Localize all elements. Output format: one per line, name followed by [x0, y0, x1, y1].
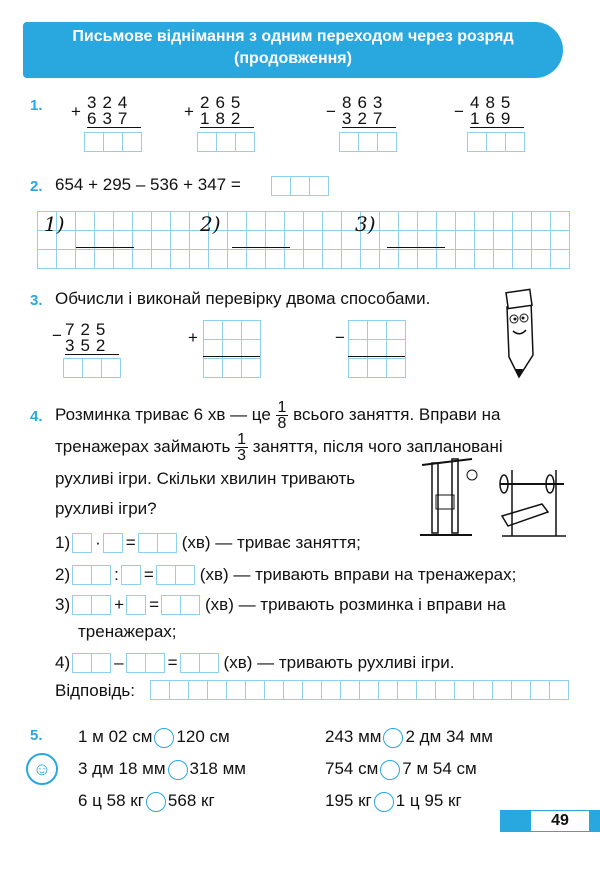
task-1-sign: − — [326, 102, 342, 121]
task-4-line-1 — [55, 400, 500, 431]
pencil-mascot-icon — [495, 285, 545, 380]
comparison-right: 1 ц 95 кг — [395, 791, 462, 810]
task-1-top-number: 485 — [470, 93, 517, 112]
title-line-2: (продовження) — [234, 50, 352, 67]
task-3-check1-line — [203, 356, 260, 357]
task-1-top-number: 324 — [87, 93, 134, 112]
task-4-answer-grid[interactable] — [150, 680, 569, 700]
answer-box[interactable] — [122, 565, 141, 585]
task-1-bottom-number: 182 — [200, 111, 254, 128]
task-3-bottom: 352 — [65, 338, 119, 355]
equals-sign: = — [125, 533, 136, 552]
task-3-check2-line — [348, 356, 405, 357]
comparison-left: 1 м 02 см — [78, 727, 153, 746]
step-number: 3) — [55, 595, 71, 614]
comparison-left: 195 кг — [325, 791, 372, 810]
comparison-right: 318 мм — [189, 759, 246, 778]
answer-box[interactable] — [73, 533, 92, 553]
answer-box[interactable] — [157, 565, 195, 585]
task-3-top: 725 — [65, 320, 112, 339]
task-3-check1-grid[interactable] — [203, 320, 261, 378]
task-1-top-number: 265 — [200, 93, 247, 112]
answer-box[interactable] — [104, 533, 123, 553]
step-number: 2) — [55, 565, 71, 584]
task-1-result-grid[interactable] — [467, 132, 525, 152]
exercise-machine-icon — [412, 455, 487, 543]
task-2-line-2 — [232, 247, 290, 248]
task-1-sign: + — [71, 102, 87, 121]
task-2-step-2: 2) — [200, 212, 221, 236]
operator: + — [114, 595, 125, 614]
comparison-sign-circle[interactable] — [146, 792, 166, 812]
comparison-left: 243 мм — [325, 727, 382, 746]
comparison-right: 2 дм 34 мм — [405, 727, 493, 746]
comparison-row — [78, 754, 246, 784]
task-4-line-1b: всього заняття. Вправи на — [293, 405, 501, 424]
title-line-1: Письмове віднімання з одним переходом через розряд — [72, 28, 514, 45]
task-4-step-3-cont: тренажерах; — [78, 622, 177, 641]
task-2-line-1 — [76, 247, 134, 248]
task-3-check2-grid[interactable] — [348, 320, 406, 378]
task-1-top-number: 863 — [342, 93, 389, 112]
page-title — [23, 26, 563, 70]
comparison-sign-circle[interactable] — [383, 728, 403, 748]
operator: : — [114, 565, 119, 584]
task-1-number: 1. — [30, 97, 43, 114]
task-4-line-2a: тренажерах займають — [55, 437, 231, 456]
fraction-one-eighth: $\frac{1}{8}$ — [277, 399, 287, 433]
task-3-result-grid[interactable] — [63, 358, 121, 378]
task-3-check2-sign: − — [335, 328, 351, 347]
task-2-expression: 654 + 295 – 536 + 347 = — [55, 175, 241, 194]
task-1-bottom-number: 169 — [470, 111, 524, 128]
task-4-line-3: рухливі ігри. Скільки хвилин тривають — [55, 469, 356, 488]
task-3-sign: − — [52, 326, 68, 345]
task-4-step-1 — [55, 528, 361, 558]
fraction-one-third: $\frac{1}{3}$ — [237, 431, 247, 465]
task-4-line-2b: заняття, після чого заплановані — [252, 437, 503, 456]
task-4-number: 4. — [30, 408, 43, 425]
comparison-sign-circle[interactable] — [380, 760, 400, 780]
comparison-row — [78, 786, 215, 816]
comparison-left: 754 см — [325, 759, 379, 778]
answer-box[interactable] — [73, 565, 111, 585]
step-number: 4) — [55, 653, 71, 672]
comparison-left: 3 дм 18 мм — [78, 759, 166, 778]
task-1-result-grid[interactable] — [339, 132, 397, 152]
task-2-grid[interactable] — [37, 211, 570, 269]
equals-sign: = — [167, 653, 178, 672]
comparison-row — [325, 754, 477, 784]
task-3-text: Обчисли і виконай перевірку двома способами. — [55, 289, 431, 308]
task-4-step-2 — [55, 560, 516, 590]
comparison-row — [78, 722, 230, 752]
task-1-sign: − — [454, 102, 470, 121]
answer-box[interactable] — [127, 653, 165, 673]
task-1-result-grid[interactable] — [197, 132, 255, 152]
answer-box[interactable] — [181, 653, 219, 673]
step-number: 1) — [55, 533, 71, 552]
task-1-bottom-number: 637 — [87, 111, 141, 128]
task-4-answer-label: Відповідь: — [55, 681, 136, 700]
task-3-check1-sign: + — [188, 328, 204, 347]
answer-box[interactable] — [127, 595, 146, 615]
answer-box[interactable] — [162, 595, 200, 615]
task-1-sign: + — [184, 102, 200, 121]
step-description: (хв) — триває заняття; — [181, 533, 361, 552]
task-4-step-3 — [55, 590, 506, 620]
step-description: (хв) — тривають вправи на тренажерах; — [199, 565, 517, 584]
step-description: (хв) — тривають розминка і вправи на — [205, 595, 506, 614]
answer-box[interactable] — [73, 595, 111, 615]
answer-box[interactable] — [139, 533, 177, 553]
comparison-right: 120 см — [176, 727, 230, 746]
task-2-number: 2. — [30, 178, 43, 195]
task-3-number: 3. — [30, 292, 43, 309]
task-2-step-1: 1) — [44, 212, 65, 236]
task-2-answer-cells[interactable] — [272, 176, 329, 196]
bench-press-icon — [492, 460, 572, 540]
page-number: 49 — [530, 810, 590, 832]
task-4-line-1a: Розминка триває 6 хв — це — [55, 405, 271, 424]
comparison-sign-circle[interactable] — [168, 760, 188, 780]
equals-sign: = — [149, 595, 159, 614]
equals-sign: = — [143, 565, 154, 584]
operator: · — [95, 533, 101, 552]
task-1-result-grid[interactable] — [84, 132, 142, 152]
comparison-right: 568 кг — [167, 791, 215, 810]
task-4-step-4 — [55, 648, 454, 678]
comparison-right: 7 м 54 см — [402, 759, 477, 778]
step-description: (хв) — тривають рухливі ігри. — [223, 653, 455, 672]
comparison-row — [325, 722, 493, 752]
comparison-sign-circle[interactable] — [154, 728, 174, 748]
task-1-bottom-number: 327 — [342, 111, 396, 128]
task-4-line-4: рухливі ігри? — [55, 499, 157, 518]
task-5-number: 5. — [30, 727, 43, 744]
comparison-left: 6 ц 58 кг — [78, 791, 144, 810]
task-2-step-3: 3) — [355, 212, 376, 236]
comparison-row — [325, 786, 462, 816]
smiley-hint-icon: ☺ — [26, 753, 58, 785]
operator: – — [114, 653, 124, 672]
comparison-sign-circle[interactable] — [374, 792, 394, 812]
task-2-line-3 — [387, 247, 445, 248]
answer-box[interactable] — [73, 653, 111, 673]
